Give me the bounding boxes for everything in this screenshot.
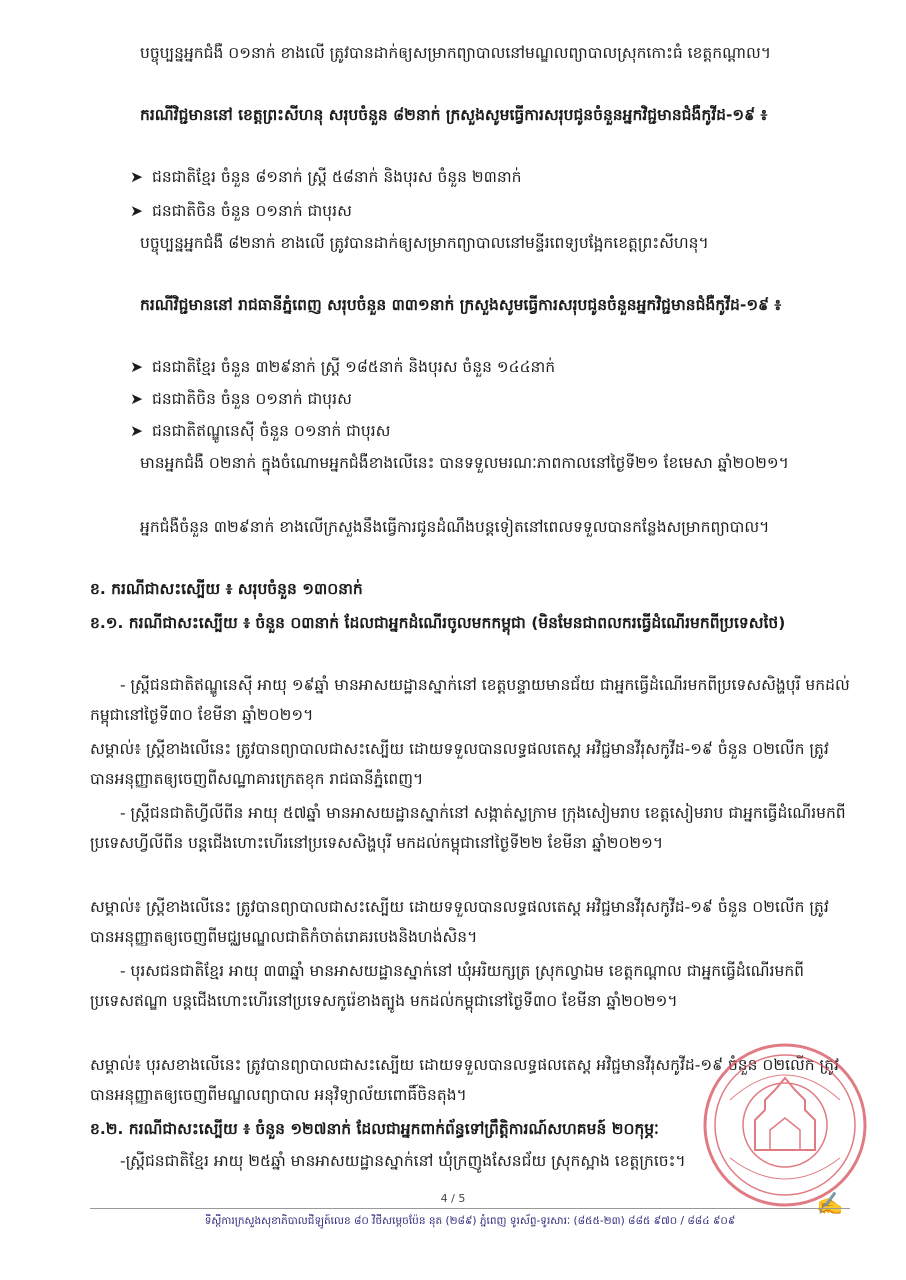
list-item-text: ជនជាតិឥណ្ឌូនេស៊ី ចំនួន ០១នាក់ ជាបុរស xyxy=(152,422,391,440)
note-case-khmer-male: សម្គាល់៖ បុរសខាងលើនេះ ត្រូវបានព្យាបាលជាសះស្បើយ ដោយទទួលបានលទ្ធផលតេស្ត អវិជ្ជមានវីរុសកូវីដ-១៩ ចំនួន ០២លើក ត្រូវបានអនុញ្ញាតឲ្យចេញពីមណ្ឌលព្យាបាល អនុវិទ្យាល័យពោធិ៍ចិនតុង។ xyxy=(90,1056,839,1104)
paragraph-case-filipino: - ស្ត្រីជនជាតិហ្វីលីពីន អាយុ ៥៧ឆ្នាំ មានអាសយដ្ឋានស្នាក់នៅ សង្កាត់ស្លក្រាម ក្រុងសៀមរាប ខេត្តសៀមរាប ជាអ្នកធ្វើដំណើរមកពីប្រទេសហ្វីលីពីន បន្តជើងហោះហើរនៅប្រទេសសិង្ហបុរី មកដល់កម្ពុជានៅថ្ងៃទី២២ ខែមីនា ឆ្នាំ២០២១។ xyxy=(90,804,846,852)
list-item xyxy=(130,384,850,414)
subsection-heading-b1: ខ.១. ករណីជាសះស្បើយ ៖ ចំនួន ០៣នាក់ ដែលជាអ្នកដំណើរចូលមកកម្ពុជា (មិនមែនជាពលករធ្វើដំណើរមកពីប្រទេសថៃ) xyxy=(90,614,786,632)
note-case-indonesian: សម្គាល់៖ ស្ត្រីខាងលើនេះ ត្រូវបានព្យាបាលជាសះស្បើយ ដោយទទួលបានលទ្ធផលតេស្ត អវិជ្ជមានវីរុសកូវីដ-១៩ ចំនួន ០២លើក ត្រូវបានអនុញ្ញាតឲ្យចេញពីសណ្ឋាគារក្រេតខុក រាជធានីភ្នំពេញ។ xyxy=(90,740,829,788)
signature-icon: ✍ xyxy=(816,1192,844,1217)
footer-address: ទីស្តីការក្រសួងសុខាភិបាលជីឡូត៍លេខ ៨០ វិថីសម្តេចប៉ែន នុត (២៨៩) ភ្នំពេញ ទូរស័ព្ទ-ទូរសារៈ (៨៥៥-២៣) ៨៨៥ ៩៧០ / ៨៨៤ ៩០៩ xyxy=(204,1215,736,1227)
paragraph-case-khmer-male: - បុរសជនជាតិខ្មែរ អាយុ ៣៣ឆ្នាំ មានអាសយដ្ឋានស្នាក់នៅ ឃុំអរិយក្សត្រ ស្រុកល្វាឯម ខេត្តកណ្តាល ជាអ្នកធ្វើដំណើរមកពីប្រទេសឥណ្ឌា បន្តជើងហោះហើរនៅប្រទេសកូរ៉េខាងត្បូង មកដល់កម្ពុជានៅថ្ងៃទី៣០ ខែមីនា ឆ្នាំ២០២១។ xyxy=(90,962,805,1010)
note-case-filipino: សម្គាល់៖ ស្ត្រីខាងលើនេះ ត្រូវបានព្យាបាលជាសះស្បើយ ដោយទទួលបានលទ្ធផលតេស្ត អវិជ្ជមានវីរុសកូវីដ-១៩ ចំនួន ០២លើក ត្រូវបានអនុញ្ញាតឲ្យចេញពីមជ្ឈមណ្ឌលជាតិកំចាត់រោគរបេងនិងហង់សិន។ xyxy=(90,898,829,946)
arrow-bullet-icon: ➤ xyxy=(130,202,143,220)
list-item xyxy=(130,416,850,446)
paragraph-current-patients-kandal: បច្ចុប្បន្នអ្នកជំងឺ ០១នាក់ ខាងលើ ត្រូវបានដាក់ឲ្យសម្រាកព្យាបាលនៅមណ្ឌលព្យាបាលស្រុកកោះធំ ខេត្តកណ្តាល។ xyxy=(140,44,771,62)
arrow-bullet-icon: ➤ xyxy=(130,358,143,376)
heading-phnom-penh-cases: ករណីវិជ្ជមាននៅ រាជធានីភ្នំពេញ សរុបចំនួន ៣៣១នាក់ ក្រសួងសូមធ្វើការសរុបជូនចំនួនអ្នកវិជ្ជមានជំងឺកូវីដ-១៩ ៖ xyxy=(140,296,782,314)
section-heading-recovered: ខ. ករណីជាសះស្បើយ ៖ សរុបចំនួន ១៣០នាក់ xyxy=(90,580,363,598)
subsection-heading-b2: ខ.២. ករណីជាសះស្បើយ ៖ ចំនួន ១២៧នាក់ ដែលជាអ្នកពាក់ព័ន្ធទៅព្រឹត្តិការណ៍សហគមន៍ ២០កុម្ភៈ xyxy=(90,1120,659,1138)
list-item xyxy=(130,162,850,192)
list-item xyxy=(130,196,850,226)
list-item xyxy=(130,352,850,382)
list-item-text: ជនជាតិខ្មែរ ចំនួន ៨១នាក់ ស្ត្រី ៥៨នាក់ និងបុរស ចំនួន ២៣នាក់ xyxy=(152,168,522,186)
heading-sihanoukville-cases: ករណីវិជ្ជមាននៅ ខេត្តព្រះសីហនុ សរុបចំនួន ៨២នាក់ ក្រសួងសូមធ្វើការសរុបជូនចំនួនអ្នកវិជ្ជមានជំងឺកូវីដ-១៩ ៖ xyxy=(140,106,768,124)
paragraph-current-patients-sihanoukville: បច្ចុប្បន្នអ្នកជំងឺ ៨២នាក់ ខាងលើ ត្រូវបានដាក់ឲ្យសម្រាកព្យាបាលនៅមន្ទីរពេទ្យបង្អែកខេត្តព្រះសីហនុ។ xyxy=(140,234,709,252)
paragraph-case-indonesian: - ស្ត្រីជនជាតិឥណ្ឌូនេស៊ី អាយុ ១៩ឆ្នាំ មានអាសយដ្ឋានស្នាក់នៅ ខេត្តបន្ទាយមានជ័យ ជាអ្នកធ្វើដំណើរមកពីប្រទេសសិង្ហបុរី មកដល់កម្ពុជានៅថ្ងៃទី៣០ ខែមីនា ឆ្នាំ២០២១។ xyxy=(90,676,850,724)
page-number: 4 / 5 xyxy=(440,1192,466,1205)
arrow-bullet-icon: ➤ xyxy=(130,390,143,408)
paragraph-deaths: មានអ្នកជំងឺ ០២នាក់ ក្នុងចំណោមអ្នកជំងឺខាងលើនេះ បានទទួលមរណៈភាពកាលនៅថ្ងៃទី២១ ខែមេសា ឆ្នាំ២០២១។ xyxy=(140,454,789,472)
arrow-bullet-icon: ➤ xyxy=(130,422,143,440)
paragraph-case-khmer-female: -ស្ត្រីជនជាតិខ្មែរ អាយុ ២៥ឆ្នាំ មានអាសយដ្ឋានស្នាក់នៅ ឃុំក្រញូងសែនជ័យ ស្រុកស្អាង ខេត្តក្រចេះ។ xyxy=(120,1152,686,1170)
ministry-seal-icon xyxy=(700,1040,870,1210)
list-item-text: ជនជាតិចិន ចំនួន ០១នាក់ ជាបុរស xyxy=(152,390,352,408)
arrow-bullet-icon: ➤ xyxy=(130,168,143,186)
list-item-text: ជនជាតិចិន ចំនួន ០១នាក់ ជាបុរស xyxy=(152,202,352,220)
list-item-text: ជនជាតិខ្មែរ ចំនួន ៣២៩នាក់ ស្ត្រី ១៨៥នាក់ និងបុរស ចំនួន ១៤៤នាក់ xyxy=(152,358,556,376)
footer-divider xyxy=(90,1208,850,1209)
paragraph-pending-placement: អ្នកជំងឺចំនួន ៣២៩នាក់ ខាងលើក្រសួងនឹងធ្វើការជូនដំណឹងបន្តទៀតនៅពេលទទួលបានកន្លែងសម្រាកព្យាបាល។ xyxy=(140,518,770,536)
